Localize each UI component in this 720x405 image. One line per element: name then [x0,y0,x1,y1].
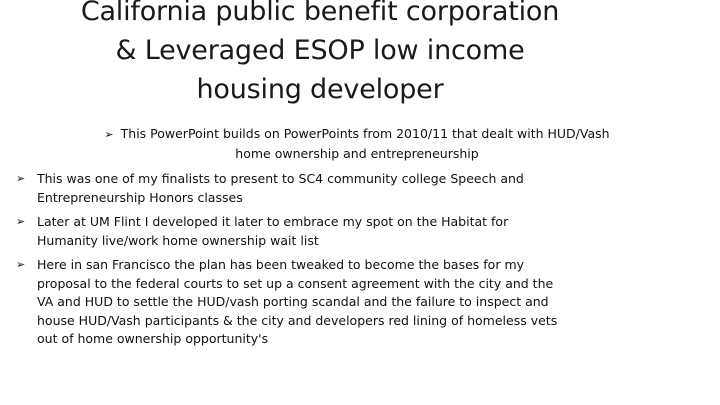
arrow-bullet-icon: ➢ [16,258,26,271]
bullet-text-line: Here in san Francisco the plan has been tweaked to become the bases for my [37,257,525,272]
list-item [16,213,656,250]
intro-text-line: home ownership and entrepreneurship [235,146,479,161]
slide-title [20,0,620,109]
title-line: housing developer [196,74,444,105]
bullet-text-line: proposal to the federal courts to set up a consent agreement with the city and the [37,275,554,291]
title-line: California public benefit corporation [80,0,560,27]
bullet-text-line: VA and HUD to settle the HUD/vash porting scandal and the failure to inspect and [37,294,549,309]
bullet-text-line: Later at UM Flint I developed it later to embrace my spot on the Habitat for [37,214,509,229]
bullet-text-line: house HUD/Vash participants & the city and developers red lining of homeless vets [37,312,558,328]
arrow-bullet-icon: ➢ [104,128,114,141]
list-item [16,170,656,207]
bullet-list [16,170,656,355]
bullet-text-line: This was one of my finalists to present to SC4 community college Speech and [37,171,524,186]
title-line: & Leveraged ESOP low income [115,35,525,66]
bullet-text-line: Entrepreneurship Honors classes [37,189,243,205]
intro-text-line: This PowerPoint builds on PowerPoints from 2010/11 that dealt with HUD/Vash [120,126,610,141]
arrow-bullet-icon: ➢ [16,172,26,185]
list-item [16,256,656,349]
arrow-bullet-icon: ➢ [16,215,26,228]
intro-bullet [70,124,644,163]
bullet-text-line: Humanity live/work home ownership wait list [37,232,319,248]
bullet-text-line: out of home ownership opportunity's [37,331,269,346]
